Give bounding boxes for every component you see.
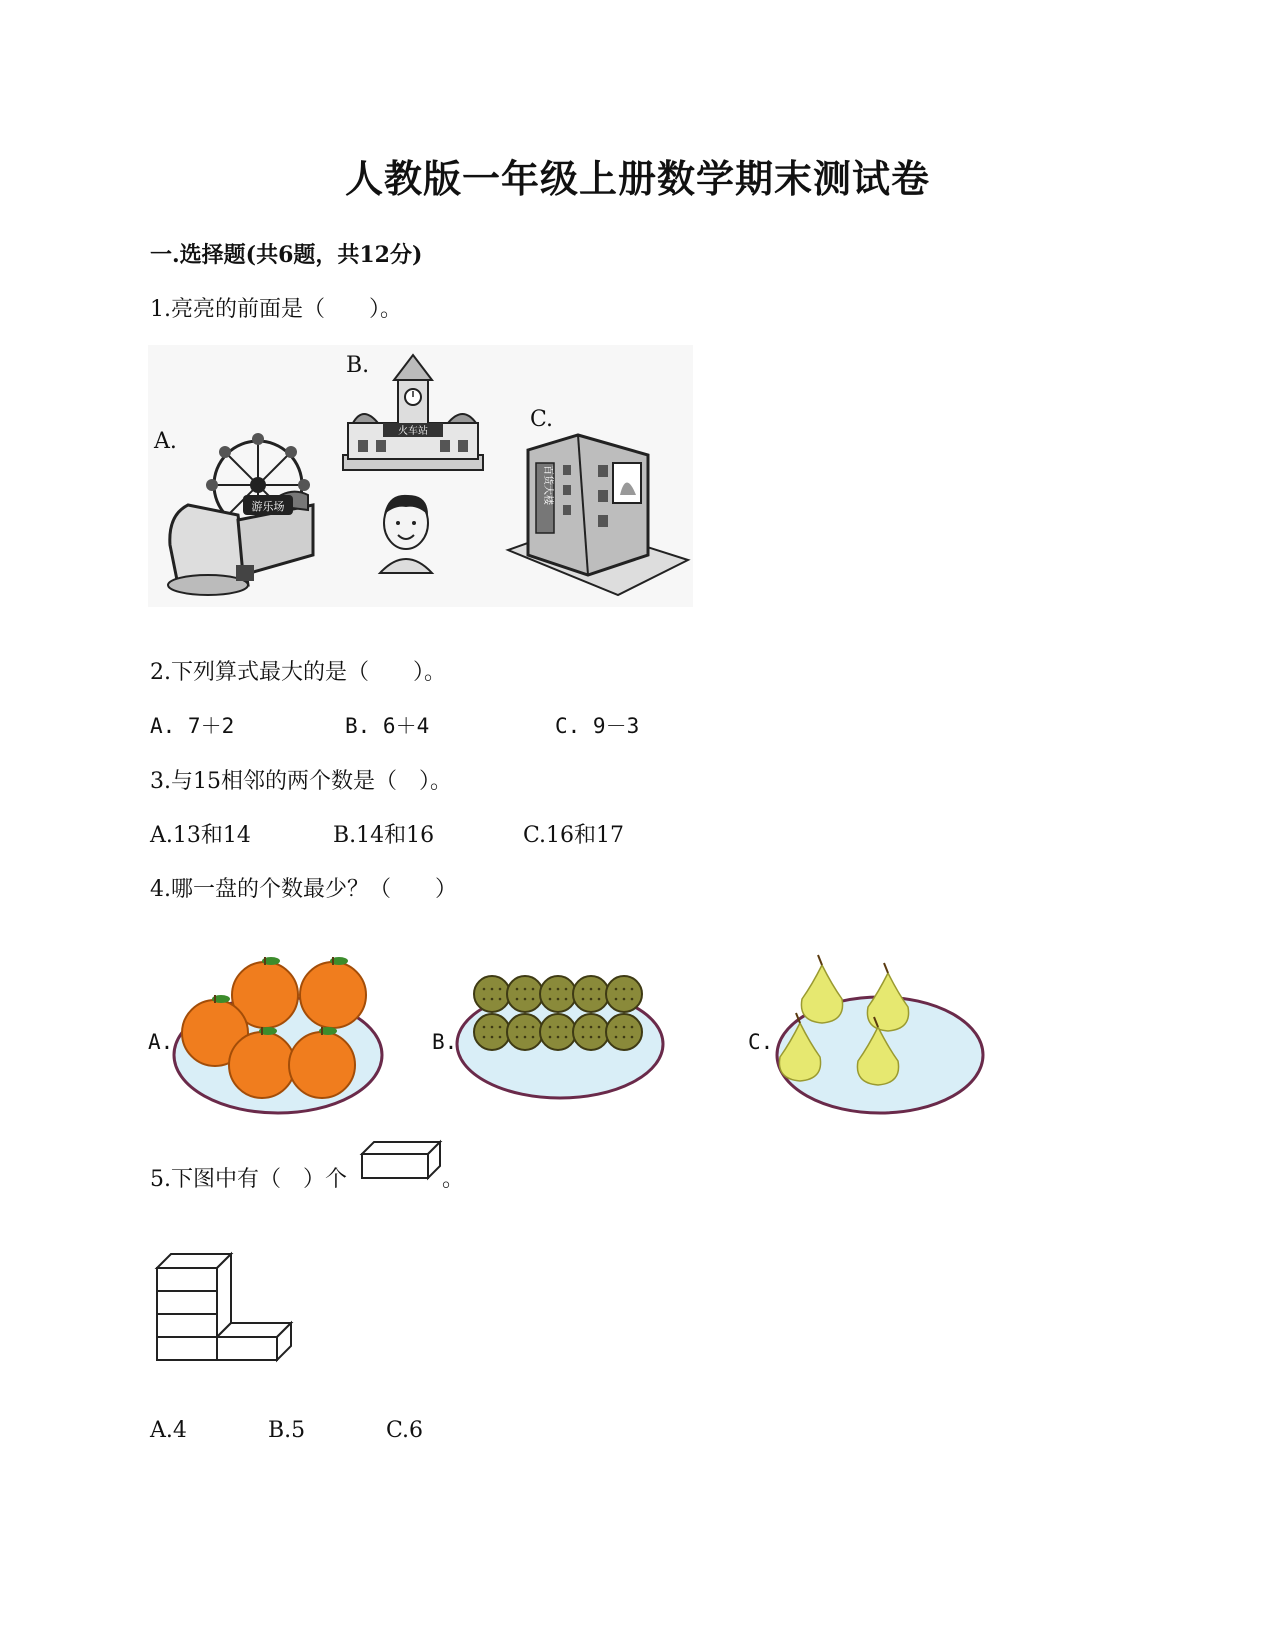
q5-option-a[interactable]: A.4 xyxy=(150,1418,187,1443)
q1-label-b: B. xyxy=(346,353,370,378)
q2-option-a[interactable]: A. 7＋2 xyxy=(150,714,235,738)
q2-option-b[interactable]: B. 6＋4 xyxy=(345,714,430,738)
section-heading: 一.选择题(共6题，共12分) xyxy=(150,242,423,268)
kiwi-icon xyxy=(573,1014,609,1050)
q5-option-c[interactable]: C.6 xyxy=(386,1418,424,1443)
q5-stem-before: 5.下图中有（ ）个 xyxy=(150,1167,347,1192)
kiwi-icon xyxy=(606,1014,642,1050)
cuboid-icon xyxy=(360,1140,442,1180)
kiwi-icon xyxy=(474,976,510,1012)
plate-b-kiwis[interactable] xyxy=(455,970,675,1120)
q1-label-a: A. xyxy=(154,429,177,454)
q4-label-b[interactable]: B. xyxy=(432,1030,458,1054)
q1-label-c: C. xyxy=(530,407,554,432)
plate-a-oranges[interactable] xyxy=(170,955,390,1125)
q1-sign-c: 百货大楼 xyxy=(542,465,553,505)
plate-c-pears[interactable] xyxy=(770,955,990,1125)
kiwi-icon xyxy=(540,976,576,1012)
q1-sign-a: 游乐场 xyxy=(251,500,285,513)
amusement-park-drawing xyxy=(148,345,693,607)
question-3-stem: 3.与15相邻的两个数是（ ）。 xyxy=(150,769,452,794)
kiwi-icon xyxy=(540,1014,576,1050)
q3-option-a[interactable]: A.13和14 xyxy=(150,823,251,848)
kiwi-icon xyxy=(507,976,543,1012)
kiwi-icon xyxy=(573,976,609,1012)
q4-label-a[interactable]: A. xyxy=(148,1030,174,1054)
question-2-stem: 2.下列算式最大的是（ ）。 xyxy=(150,660,446,685)
kiwi-icon xyxy=(507,1014,543,1050)
q1-sign-b: 火车站 xyxy=(398,426,428,437)
pear-icon xyxy=(801,955,842,1023)
q3-option-b[interactable]: B.14和16 xyxy=(333,823,435,848)
question-1-illustration xyxy=(148,345,693,607)
page-title: 人教版一年级上册数学期末测试卷 xyxy=(344,156,930,201)
orange-icon xyxy=(300,957,366,1028)
stacked-cuboids-figure xyxy=(155,1252,305,1372)
q4-label-c[interactable]: C. xyxy=(748,1030,774,1054)
kiwi-icon xyxy=(474,1014,510,1050)
q2-option-c[interactable]: C. 9－3 xyxy=(555,714,640,738)
q5-stem-after: 。 xyxy=(442,1167,465,1192)
kiwi-icon xyxy=(606,976,642,1012)
question-1-stem: 1.亮亮的前面是（ ）。 xyxy=(150,297,402,322)
q5-option-b[interactable]: B.5 xyxy=(268,1418,306,1443)
q3-option-c[interactable]: C.16和17 xyxy=(523,823,625,848)
question-4-stem: 4.哪一盘的个数最少？（ ） xyxy=(150,877,457,902)
question-5-stem xyxy=(150,1162,347,1193)
